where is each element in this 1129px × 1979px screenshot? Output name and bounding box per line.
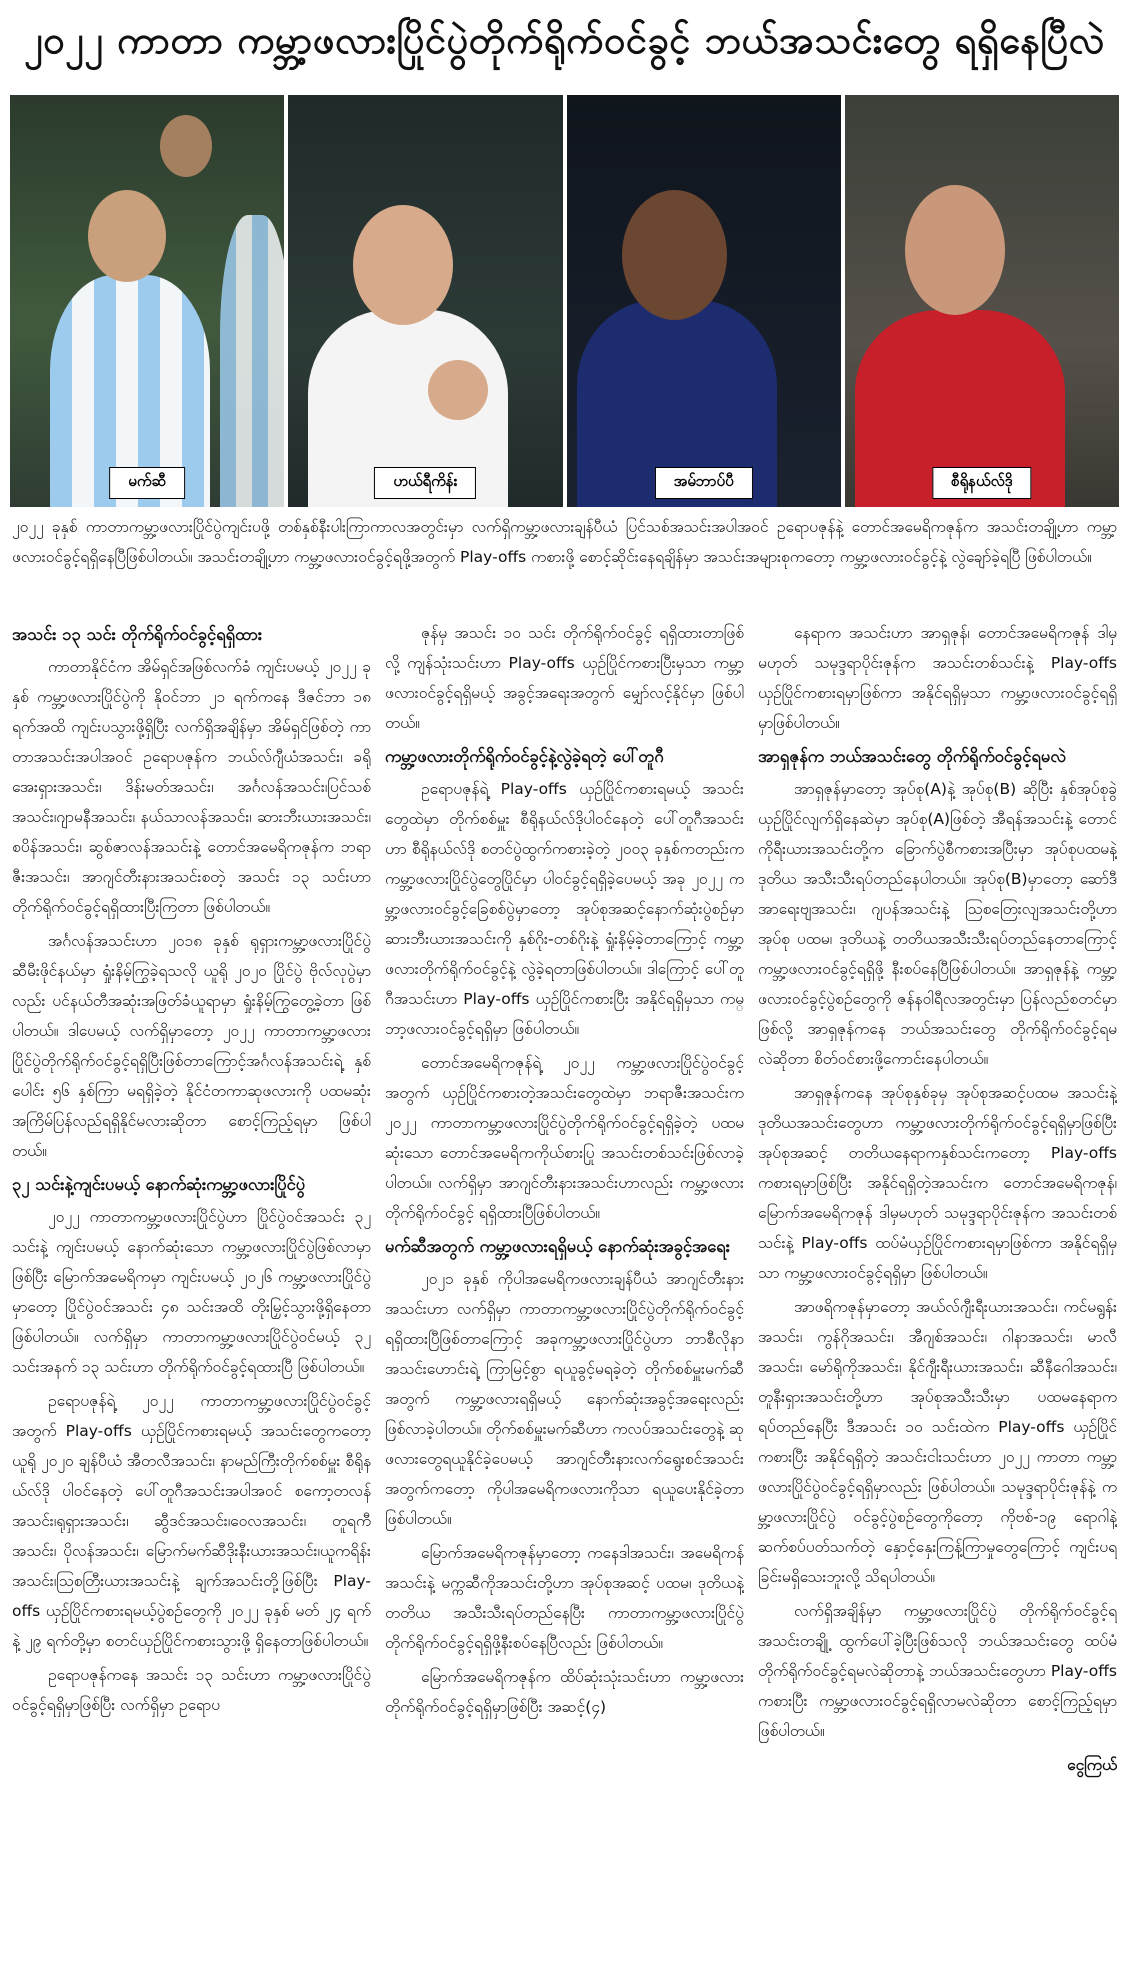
body-paragraph: မြောက်အမေရိကဇုန်က ထိပ်ဆုံးသုံးသင်းဟာ ကမ္ဘာ့ဖလားတိုက်ရိုက်ဝင်ခွင့်ရရှိမှာဖြစ်ပြီး အဆင့်(၄) <box>385 1668 744 1716</box>
intro-paragraph: ၂၀၂၂ ခုနှစ် ကာတာကမ္ဘာ့ဖလားပြိုင်ပွဲကျင်းပဖို့ တစ်နှစ်နီးပါးကြာကာလအတွင်းမှာ လက်ရှိကမ္ဘာ့ဖလားချန်ပီယံ ပြင်သစ်အသင်းအပါအဝင် ဥရောပဇုန်နဲ့ တောင်အမေရိကဇုန်က အသင်းတချို့ဟာ ကမ္ဘာ့ဖလားဝင်ခွင့်ရရှိနေပြီဖြစ်ပါတယ်။ အသင်းတချို့ဟာ ကမ္ဘာ့ဖလားဝင်ခွင့်ရဖို့အတွက် Play-offs ကစားဖို့ စောင့်ဆိုင်းနေရချိန်မှာ အသင်းအများစုကတော့ ကမ္ဘာ့ဖလားဝင်ခွင့်နဲ့ လွဲချော်ခဲ့ရပြီ ဖြစ်ပါတယ်။ <box>12 518 1117 566</box>
section-heading: မက်ဆီအတွက် ကမ္ဘာ့ဖလားရရှိမယ့် နောက်ဆုံးအခွင့်အရေး <box>385 1237 730 1256</box>
body-paragraph: ဥရောပဇုန်ရဲ့ Play-offs ယှဉ်ပြိုင်ကစားရမယ့် အသင်းတွေထဲမှာ တိုက်စစ်မှူး စီရိုနယ်လ်ဒိုပါဝင်နေတဲ့ ပေါ်တူဂီအသင်းဟာ စီရိုနယ်လ်ဒို စတင်ပွဲထွက်ကစားခဲ့တဲ့ ၂၀၀၃ ခုနှစ်ကတည်းက ကမ္ဘာ့ဖလားပြိုင်ပွဲတွေပြိုင်မှာ ပါဝင်ခွင့်ရရှိခဲ့ပေမယ့် အခု ၂၀၂၂ ကမ္ဘာ့ဖလားဝင်ခွင့်ခြေစစ်ပွဲမှာတော့ အုပ်စုအဆင့်နောက်ဆုံးပွဲစဉ်မှာ ဆားဘီးယားအသင်းကို နှစ်ဂိုး-တစ်ဂိုးနဲ့ ရှုံးနိမ့်ခဲ့တာကြောင့် ကမ္ဘာ့ဖလားတိုက်ရိုက်ဝင်ခွင့်နဲ့ လွဲခဲ့ရတာဖြစ်ပါတယ်။ ဒါကြောင့် ပေါ်တူဂီအသင်းဟာ Play-offs ယှဉ်ပြိုင်ကစားပြီး အနိုင်ရရှိမှသာ ကမ္ဘာ့ဖလားဝင်ခွင့်ရရှိမှာ ဖြစ်ပါတယ်။ <box>385 780 744 1038</box>
body-paragraph: လက်ရှိအချိန်မှာ ကမ္ဘာ့ဖလားပြိုင်ပွဲ တိုက်ရိုက်ဝင်ခွင့်ရအသင်းတချို့ ထွက်ပေါ်ခဲ့ပြီးဖြစ်သလို ဘယ်အသင်းတွေ ထပ်မံတိုက်ရိုက်ဝင်ခွင့်ရမလဲဆိုတာနဲ့ ဘယ်အသင်းတွေဟာ Play-offs ကစားပြီး ကမ္ဘာ့ဖလားဝင်ခွင့်ရရှိလာမလဲဆိုတာ စောင့်ကြည့်ရမှာ ဖြစ်ပါတယ်။ <box>758 1602 1117 1740</box>
photo-messi <box>10 95 284 507</box>
body-paragraph: အာရှဇုန်ကနေ အုပ်စုနှစ်ခုမှ အုပ်စုအဆင့်ပထမ အသင်းနဲ့ဒုတိယအသင်းတွေဟာ ကမ္ဘာ့ဖလားတိုက်ရိုက်ဝင်ခွင့်ရရှိမှာဖြစ်ပြီး အုပ်စုအဆင့် တတိယနေရာကနှစ်သင်းကတော့ Play-offs ကစားရမှာဖြစ်ပြီး အနိုင်ရရှိတဲ့အသင်းက တောင်အမေရိကဇုန်၊ မြောက်အမေရိကဇုန် ဒါမှမဟုတ် သမုဒ္ဒရာပိုင်းဇုန်က အသင်းတစ်သင်းနဲ့ Play-offs ထပ်မံယှဉ်ပြိုင်ကစားရမှာဖြစ်ကာ အနိုင်ရရှိမှသာ ကမ္ဘာ့ဖလားဝင်ခွင့်ရရှိမှာ ဖြစ်ပါတယ်။ <box>758 1084 1117 1282</box>
headline: ၂၀၂၂ ကာတာ ကမ္ဘာ့ဖလားပြိုင်ပွဲတိုက်ရိုက်ဝင်ခွင့် ဘယ်အသင်းတွေ ရရှိနေပြီလဲ <box>24 18 1105 62</box>
photo-caption: စီရိုနယ်လ်ဒို <box>932 467 1031 499</box>
body-paragraph: ၂၀၂၂ ကာတာကမ္ဘာ့ဖလားပြိုင်ပွဲဟာ ပြိုင်ပွဲဝင်အသင်း ၃၂ သင်းနဲ့ ကျင်းပမယ့် နောက်ဆုံးသော ကမ္ဘာ့ဖလားပြိုင်ပွဲဖြစ်လာမှာဖြစ်ပြီး မြောက်အမေရိကမှာ ကျင်းပမယ့် ၂၀၂၆ ကမ္ဘာ့ဖလားပြိုင်ပွဲမှာတော့ ပြိုင်ပွဲဝင်အသင်း ၄၈ သင်းအထိ တိုးမြှင့်သွားဖို့ရှိနေတာဖြစ်ပါတယ်။ လက်ရှိမှာ ကာတာကမ္ဘာ့ဖလားပြိုင်ပွဲဝင်မယ့် ၃၂ သင်းအနက် ၁၃ သင်းဟာ တိုက်ရိုက်ဝင်ခွင့်ရထားပြီ ဖြစ်ပါတယ်။ <box>12 1208 371 1376</box>
body-paragraph: နေရာက အသင်းဟာ အာရှဇုန်၊ တောင်အမေရိကဇုန် ဒါမှမဟုတ် သမုဒ္ဒရာပိုင်းဇုန်က အသင်းတစ်သင်းနဲ့ Play-offs ယှဉ်ပြိုင်ကစားရမှာဖြစ်ကာ အနိုင်ရရှိမှသာ ကမ္ဘာ့ဖလားဝင်ခွင့်ရရှိမှာဖြစ်ပါတယ်။ <box>758 624 1117 732</box>
body-paragraph: ဥရောပဇုန်ရဲ့ ၂၀၂၂ ကာတာကမ္ဘာ့ဖလားပြိုင်ပွဲဝင်ခွင့်အတွက် Play-offs ယှဉ်ပြိုင်ကစားရမယ့် အသင်းတွေကတော့ ယူရို ၂၀၂၀ ချန်ပီယံ အီတလီအသင်း၊ နာမည်ကြီးတိုက်စစ်မှူး စီရိုနယ်လ်ဒို ပါဝင်နေတဲ့ ပေါ်တူဂီအသင်းအပါအဝင် စကော့တလန်အသင်း၊ရုရှားအသင်း၊ ဆွီဒင်အသင်း၊ဝေလအသင်း၊ တူရကီအသင်း၊ ပိုလန်အသင်း၊ မြောက်မက်ဆီဒိုးနီးယားအသင်း၊ယူကရိန်းအသင်း၊ဩစတြီးယားအသင်းနဲ့ ချက်အသင်းတို့ဖြစ်ပြီး Play-offs ယှဉ်ပြိုင်ကစားရမယ့်ပွဲစဉ်တွေကို ၂၀၂၂ ခုနှစ် မတ် ၂၄ ရက်နဲ့ ၂၉ ရက်တို့မှာ စတင်ယှဉ်ပြိုင်ကစားသွားဖို့ ရှိနေတာဖြစ်ပါတယ်။ <box>12 1392 371 1650</box>
body-paragraph: ၂၀၂၁ ခုနှစ် ကိုပါအမေရိကဖလားချန်ပီယံ အာဂျင်တီးနားအသင်းဟာ လက်ရှိမှာ ကာတာကမ္ဘာ့ဖလားပြိုင်ပွဲတိုက်ရိုက်ဝင်ခွင့် ရရှိထားပြီဖြစ်တာကြောင့် အခုကမ္ဘာ့ဖလားပြိုင်ပွဲဟာ ဘာစီလိုနာအသင်းဟောင်းရဲ့ ကြာမြင့်စွာ ရယူခွင့်မရခဲ့တဲ့ တိုက်စစ်မှူးမက်ဆီအတွက် ကမ္ဘာ့ဖလားရရှိမယ့် နောက်ဆုံးအခွင့်အရေးလည်း ဖြစ်လာခဲ့ပါတယ်။ တိုက်စစ်မှူးမက်ဆီဟာ ကလပ်အသင်းတွေနဲ့ ဆုဖလားတွေရယူနိုင်ခဲ့ပေမယ့် အာဂျင်တီးနားလက်ရွေးစင်အသင်းအတွက်ကတော့ ကိုပါအမေရိကဖလားကိုသာ ရယူပေးနိုင်ခဲ့တာ ဖြစ်ပါတယ်။ <box>385 1270 744 1528</box>
body-paragraph: ဥရောပဇုန်ကနေ အသင်း ၁၃ သင်းဟာ ကမ္ဘာ့ဖလားပြိုင်ပွဲ ဝင်ခွင့်ရရှိမှာဖြစ်ပြီး လက်ရှိမှာ ဥရောပ <box>12 1666 371 1714</box>
body-paragraph: အာရှဇုန်မှာတော့ အုပ်စု(A)နဲ့ အုပ်စု(B) ဆိုပြီး နှစ်အုပ်စုခွဲယှဉ်ပြိုင်လျက်ရှိနေဆဲမှာ အုပ်စု(A)ဖြစ်တဲ့ အီရန်အသင်းနဲ့ တောင်ကိုရီးယားအသင်းတို့က ခြောက်ပွဲစီကစားအပြီးမှာ အုပ်စုပထမနဲ့ ဒုတိယ အသီးသီးရပ်တည်နေပါတယ်။ အုပ်စု(B)မှာတော့ ဆော်ဒီအာရေးဗျအသင်း၊ ဂျပန်အသင်းနဲ့ ဩစတြေးလျအသင်းတို့ဟာ အုပ်စု ပထမ၊ ဒုတိယနဲ့ တတိယအသီးသီးရပ်တည်နေတာကြောင့် ကမ္ဘာ့ဖလားဝင်ခွင့်ရရှိဖို့ နီးစပ်နေပြီဖြစ်ပါတယ်။ အာရှဇုန်နဲ့ ကမ္ဘာ့ဖလားဝင်ခွင့်ပွဲစဉ်တွေကို ဇန်နဝါရီလအတွင်းမှာ ပြန်လည်စတင်မှာဖြစ်လို့ အာရှဇုန်ကနေ ဘယ်အသင်းတွေ တိုက်ရိုက်ဝင်ခွင့်ရမလဲဆိုတာ စိတ်ဝင်စားဖို့ကောင်းနေပါတယ်။ <box>758 780 1117 1068</box>
body-paragraph: အင်္ဂလန်အသင်းဟာ ၂၀၁၈ ခုနှစ် ရုရှားကမ္ဘာ့ဖလားပြိုင်ပွဲ ဆီမီးဖိုင်နယ်မှာ ရှုံးနိမ့်ကြွခဲ့ရသလို ယူရို ၂၀၂၀ ပြိုင်ပွဲ ဗိုလ်လုပွဲမှာလည်း ပင်နယ်တီအဆုံးအဖြတ်ခံယူရာမှာ ရှုံးနိမ့်ကြွတွေ့ခဲ့တာ ဖြစ်ပါတယ်။ ဒါပေမယ့် လက်ရှိမှာတော့ ၂၀၂၂ ကာတာကမ္ဘာ့ဖလားပြိုင်ပွဲတိုက်ရိုက်ဝင်ခွင့်ရရှိပြီးဖြစ်တာကြောင့်အင်္ဂလန်အသင်းရဲ့ နှစ်ပေါင်း ၅၆ နှစ်ကြာ မရရှိခဲ့တဲ့ နိုင်ငံတကာဆုဖလားကို ပထမဆုံးအကြိမ်ပြန်လည်ရရှိနိုင်မလားဆိုတာ စောင့်ကြည့်ရမှာ ဖြစ်ပါတယ်။ <box>12 932 371 1160</box>
body-paragraph: ဇုန်မှ အသင်း ၁၀ သင်း တိုက်ရိုက်ဝင်ခွင့် ရရှိထားတာဖြစ်လို့ ကျန်သုံးသင်းဟာ Play-offs ယှဉ်ပြိုင်ကစားပြီးမှသာ ကမ္ဘာ့ဖလားဝင်ခွင့်ရရှိမယ့် အခွင့်အရေးအတွက် မျှော်လင့်နိုင်မှာ ဖြစ်ပါတယ်။ <box>385 624 744 732</box>
author-byline: ငွေကြယ် <box>1067 1756 1117 1774</box>
section-heading: အာရှဇုန်က ဘယ်အသင်းတွေ တိုက်ရိုက်ဝင်ခွင့်ရမလဲ <box>758 747 1066 766</box>
player-head <box>353 205 453 325</box>
section-heading: ၃၂ သင်းနဲ့ကျင်းပမယ့် နောက်ဆုံးကမ္ဘာ့ဖလားပြိုင်ပွဲ <box>12 1175 306 1194</box>
body-paragraph: အာဖရိကဇုန်မှာတော့ အယ်လ်ဂျီးရီးယားအသင်း၊ ကင်မရွန်းအသင်း၊ ကွန်ဂိုအသင်း၊ အီဂျစ်အသင်း၊ ဂါနာအသင်း၊ မာလီအသင်း၊ မော်ရိုကိုအသင်း၊ နိုင်ဂျီးရီးယားအသင်း၊ ဆီနီဂေါအသင်း၊ တူနီးရှားအသင်းတို့ဟာ အုပ်စုအသီးသီးမှာ ပထမနေရာက ရပ်တည်နေပြီး ဒီအသင်း ၁၀ သင်းထဲက Play-offs ယှဉ်ပြိုင်ကစားပြီး အနိုင်ရရှိတဲ့ အသင်းငါးသင်းဟာ ၂၀၂၂ ကာတာ ကမ္ဘာ့ဖလားပြိုင်ပွဲဝင်ခွင့်ရရှိမှာလည်း ဖြစ်ပါတယ်။ သမုဒ္ဒရာပိုင်းဇုန်နဲ့ ကမ္ဘာ့ဖလားပြိုင်ပွဲ ဝင်ခွင့်ပွဲစဉ်တွေကိုတော့ ကိုဗစ်-၁၉ ရောဂါနဲ့ ဆက်စပ်ပတ်သက်တဲ့ နှောင့်နှေးကြန့်ကြာမှုတွေကြောင့် ကျင်းပရခြင်းမရှိသေးဘူးလို့ သိရပါတယ်။ <box>758 1298 1117 1586</box>
body-paragraph: မြောက်အမေရိကဇုန်မှာတော့ ကနေဒါအသင်း၊ အမေရိကန်အသင်းနဲ့ မက္ကဆီကိုအသင်းတို့ဟာ အုပ်စုအဆင့် ပထမ၊ ဒုတိယနဲ့ တတိယ အသီးသီးရပ်တည်နေပြီး ကာတာကမ္ဘာ့ဖလားပြိုင်ပွဲ တိုက်ရိုက်ဝင်ခွင့်ရရှိဖို့နီးစပ်နေပြီလည်း ဖြစ်ပါတယ်။ <box>385 1544 744 1652</box>
player-head <box>622 190 727 320</box>
photo-ronaldo <box>845 95 1119 507</box>
player-head <box>88 190 166 282</box>
photo-caption: အမ်ဘာပ်ပီ <box>655 467 753 499</box>
article-column <box>385 618 744 1968</box>
photo-caption: မက်ဆီ <box>109 467 185 499</box>
article-columns <box>12 618 1117 1968</box>
section-heading: အသင်း ၁၃ သင်း တိုက်ရိုက်ဝင်ခွင့်ရရှိထား <box>12 625 263 644</box>
photo-kane <box>288 95 562 507</box>
article-column <box>12 618 371 1968</box>
body-paragraph: ကာတာနိုင်ငံက အိမ်ရှင်အဖြစ်လက်ခံ ကျင်းပမယ့် ၂၀၂၂ ခုနှစ် ကမ္ဘာ့ဖလားပြိုင်ပွဲကို နိုဝင်ဘာ ၂၁ ရက်ကနေ ဒီဇင်ဘာ ၁၈ ရက်အထိ ကျင်းပသွားဖို့ရှိပြီး လက်ရှိအချိန်မှာ အိမ်ရှင်ဖြစ်တဲ့ ကာတာအသင်းအပါအဝင် ဥရောပဇုန်က ဘယ်လ်ဂျီယံအသင်း၊ ခရိုအေးရှားအသင်း၊ ဒိန်းမတ်အသင်း၊ အင်္ဂလန်အသင်း၊ပြင်သစ်အသင်း၊ဂျာမနီအသင်း၊ နယ်သာလန်အသင်း၊ ဆားဘီးယားအသင်း၊ စပိန်အသင်း၊ ဆွစ်ဇာလန်အသင်းနဲ့ တောင်အမေရိကဇုန်က ဘရာဇီးအသင်း၊ အာဂျင်တီးနားအသင်းစတဲ့ အသင်း ၁၃ သင်းဟာ တိုက်ရိုက်ဝင်ခွင့်ရရှိထားပြီးကြတာ ဖြစ်ပါတယ်။ <box>12 658 371 916</box>
body-paragraph: တောင်အမေရိကဇုန်ရဲ့ ၂၀၂၂ ကမ္ဘာ့ဖလားပြိုင်ပွဲဝင်ခွင့်အတွက် ယှဉ်ပြိုင်ကစားတဲ့အသင်းတွေထဲမှာ ဘရာဇီးအသင်းက ၂၀၂၂ ကာတာကမ္ဘာ့ဖလားပြိုင်ပွဲတိုက်ရိုက်ဝင်ခွင့်ရရှိခဲ့တဲ့ ပထမဆုံးသော တောင်အမေရိကကိုယ်စားပြု အသင်းတစ်သင်းဖြစ်လာခဲ့ပါတယ်။ လက်ရှိမှာ အာဂျင်တီးနားအသင်းဟာလည်း ကမ္ဘာ့ဖလားတိုက်ရိုက်ဝင်ခွင့် ရရှိထားပြီဖြစ်ပါတယ်။ <box>385 1054 744 1222</box>
section-heading: ကမ္ဘာ့ဖလားတိုက်ရိုက်ဝင်ခွင့်နဲ့လွဲခဲ့ရတဲ့ ပေါ်တူဂီ <box>385 747 664 766</box>
photo-caption: ဟယ်ရီကိန်း <box>374 467 476 499</box>
article-column <box>758 618 1117 1968</box>
photo-row <box>10 95 1119 507</box>
player-head <box>905 185 1005 315</box>
photo-mbappe <box>567 95 841 507</box>
